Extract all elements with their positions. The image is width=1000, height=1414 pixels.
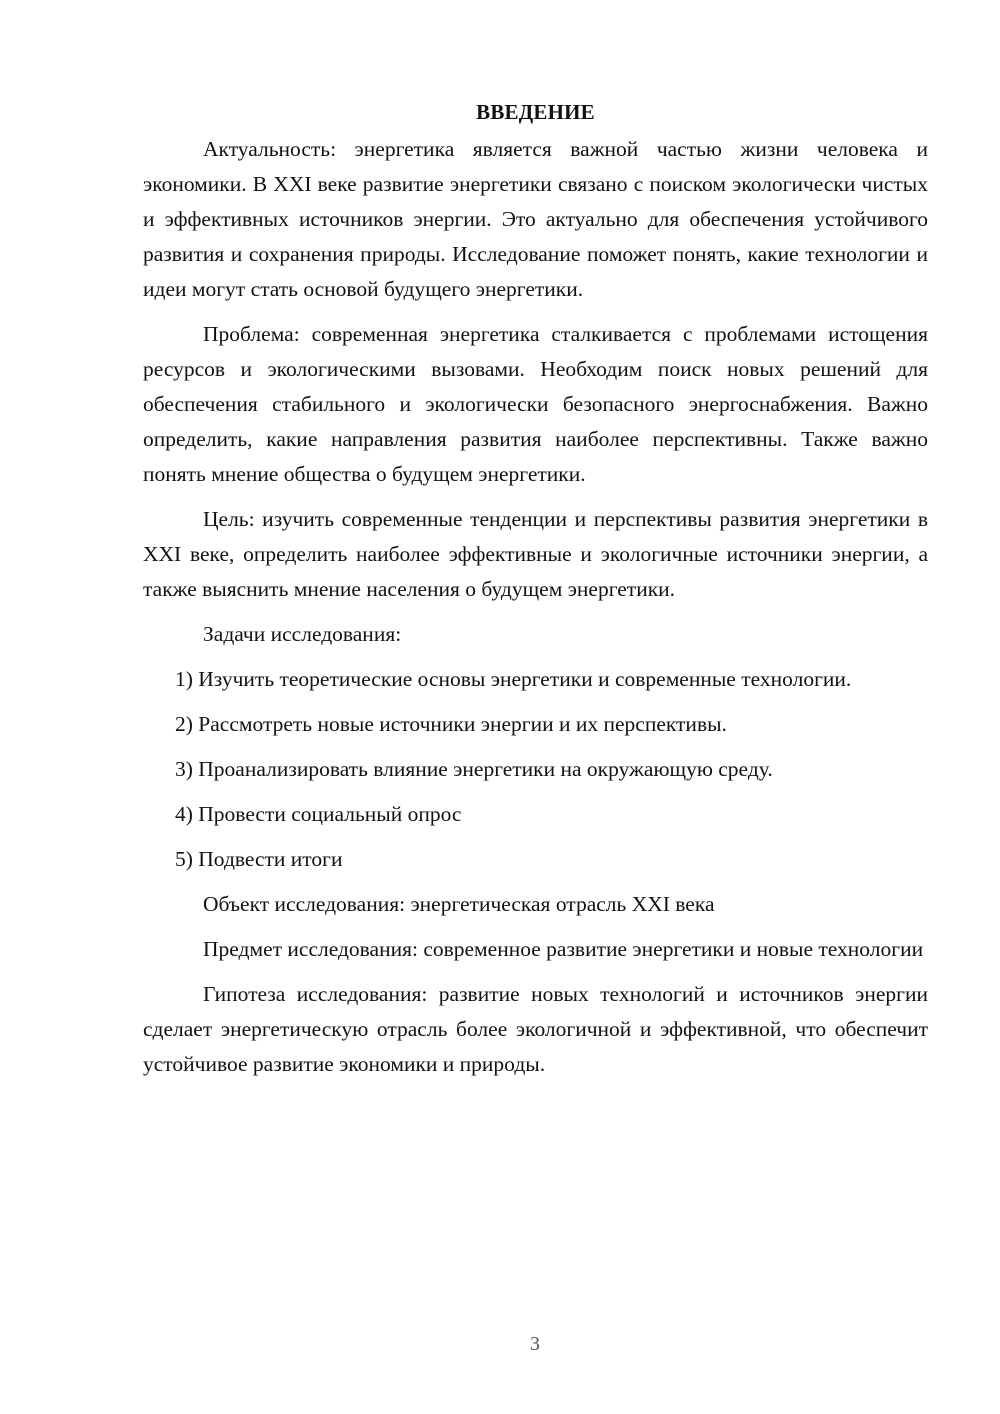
page-number: 3: [530, 1333, 540, 1355]
paragraph-object: Объект исследования: энергетическая отрасль XXI века: [203, 892, 715, 916]
section-heading: ВВЕДЕНИЕ: [476, 100, 595, 124]
paragraph-hypothesis: Гипотеза исследования: развитие новых технологий и источников энергии сделает энергетическую отрасль более экологичной и эффективной, что обеспечит устойчивое развитие экономики и природы.: [143, 982, 928, 1076]
tasks-title: Задачи исследования:: [203, 622, 402, 646]
document-page: [143, 95, 928, 1092]
task-item-2: 2) Рассмотреть новые источники энергии и их перспективы.: [175, 712, 727, 736]
paragraph-subject: Предмет исследования: современное развитие энергетики и новые технологии: [203, 937, 924, 961]
task-item-1: 1) Изучить теоретические основы энергетики и современные технологии.: [175, 667, 852, 691]
paragraph-goal: Цель: изучить современные тенденции и перспективы развития энергетики в XXI веке, определить наиболее эффективные и экологичные источники энергии, а также выяснить мнение населения о будущем энергетики.: [143, 507, 928, 601]
task-item-4: 4) Провести социальный опрос: [175, 802, 462, 826]
task-item-3: 3) Проанализировать влияние энергетики на окружающую среду.: [175, 757, 773, 781]
paragraph-problem: Проблема: современная энергетика сталкивается с проблемами истощения ресурсов и экологическими вызовами. Необходим поиск новых решений для обеспечения стабильного и экологически безопасного энергоснабжения. Важно определить, какие направления развития наиболее перспективны. Также важно понять мнение общества о будущем энергетики.: [143, 322, 928, 486]
paragraph-relevance: Актуальность: энергетика является важной частью жизни человека и экономики. В XXI веке развитие энергетики связано с поиском экологически чистых и эффективных источников энергии. Это актуально для обеспечения устойчивого развития и сохранения природы. Исследование поможет понять, какие технологии и идеи могут стать основой будущего энергетики.: [143, 137, 928, 301]
task-item-5: 5) Подвести итоги: [175, 847, 343, 871]
